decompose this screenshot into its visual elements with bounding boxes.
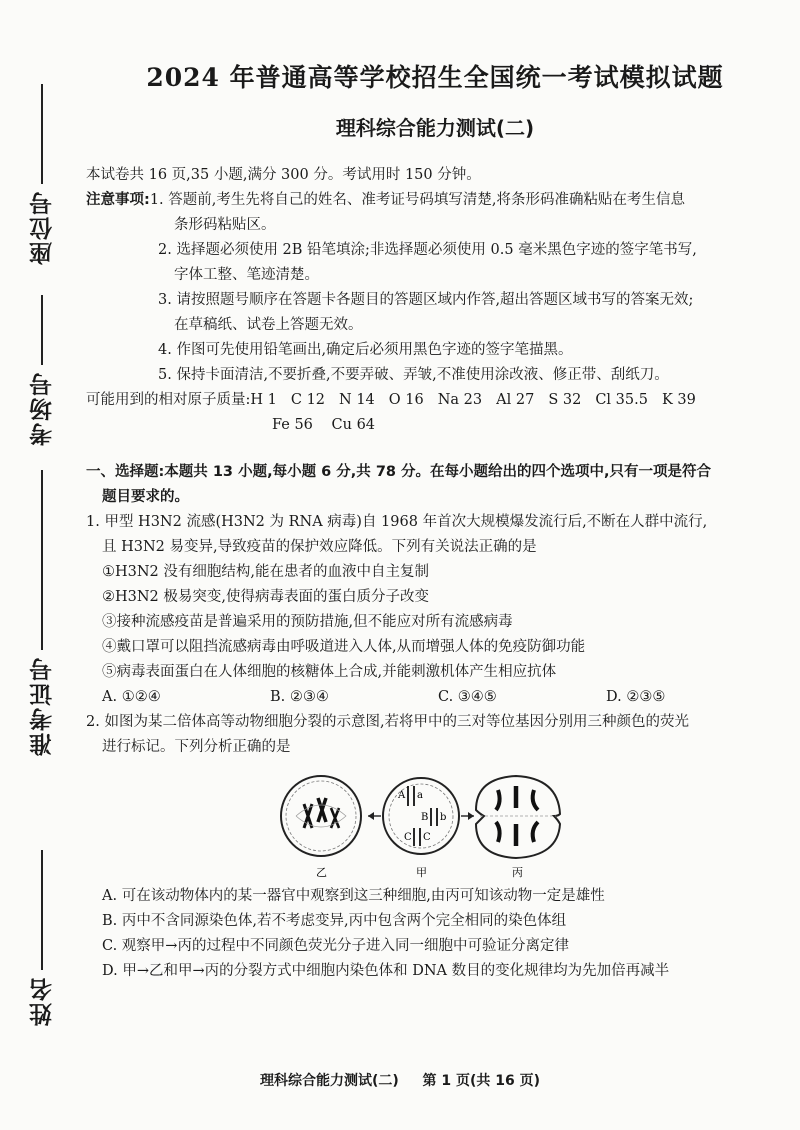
cell-jia bbox=[383, 778, 459, 854]
mass-na: Na 23 bbox=[437, 392, 483, 408]
note-5: 5. 保持卡面清洁,不要折叠,不要弄破、弄皱,不准使用涂改液、修正带、刮纸刀。 bbox=[158, 367, 669, 383]
q1-option-a[interactable]: A. ①②④ bbox=[102, 689, 161, 705]
label-yi: 乙 bbox=[316, 866, 327, 879]
question-1 bbox=[86, 510, 774, 710]
notes-block bbox=[86, 188, 774, 388]
intro-text: 本试卷共 16 页,35 小题,满分 300 分。考试用时 150 分钟。 bbox=[86, 167, 481, 183]
gene-label-c-1: C bbox=[404, 832, 412, 843]
mass-al: Al 27 bbox=[496, 392, 535, 408]
notes-label: 注意事项: bbox=[86, 192, 150, 208]
q1-statement-5: ⑤病毒表面蛋白在人体细胞的核糖体上合成,并能刺激机体产生相应抗体 bbox=[102, 664, 557, 680]
mass-k: K 39 bbox=[661, 392, 696, 408]
q1-option-c[interactable]: C. ③④⑤ bbox=[438, 689, 497, 705]
gene-label-c-2: C bbox=[423, 832, 431, 843]
exam-subtitle: 理科综合能力测试(二) bbox=[335, 116, 535, 140]
exam-room-field bbox=[20, 295, 64, 452]
ticket-number-label: 准考证号 bbox=[29, 656, 56, 756]
ticket-number-field bbox=[20, 470, 64, 762]
seat-number-field bbox=[20, 84, 64, 271]
footer-subject: 理科综合能力测试(二) bbox=[259, 1073, 399, 1089]
gene-label-b-lower: b bbox=[440, 812, 447, 823]
q1-option-b[interactable]: B. ②③④ bbox=[270, 689, 329, 705]
gene-label-a-upper: A bbox=[398, 790, 406, 801]
mass-cu: Cu 64 bbox=[331, 417, 376, 433]
cell-division-diagram bbox=[276, 764, 576, 884]
exam-title: 2024 年普通高等学校招生全国统一考试模拟试题 bbox=[146, 63, 724, 92]
name-field bbox=[20, 850, 64, 1032]
q1-statement-2: ②H3N2 极易突变,使得病毒表面的蛋白质分子改变 bbox=[102, 589, 429, 605]
atomic-masses-label: 可能用到的相对原子质量: bbox=[86, 392, 251, 408]
label-jia: 甲 bbox=[416, 866, 427, 879]
note-2-line-1: 2. 选择题必须使用 2B 铅笔填涂;非选择题必须使用 0.5 毫米黑色字迹的签字笔书写, bbox=[158, 242, 697, 258]
seat-number-label: 座位号 bbox=[29, 190, 56, 265]
q2-option-d[interactable]: D. 甲→乙和甲→丙的分裂方式中细胞内染色体和 DNA 数目的变化规律均为先加倍再减半 bbox=[102, 963, 670, 979]
q1-statement-3: ③接种流感疫苗是普遍采用的预防措施,但不能应对所有流感病毒 bbox=[102, 614, 513, 630]
q1-stem-line-2: 且 H3N2 易变异,导致疫苗的保护效应降低。下列有关说法正确的是 bbox=[102, 539, 537, 555]
note-2-line-2: 字体工整、笔迹清楚。 bbox=[174, 267, 319, 283]
section-1-heading bbox=[86, 460, 774, 510]
q1-option-d[interactable]: D. ②③⑤ bbox=[606, 689, 666, 705]
note-1-line-1: 1. 答题前,考生先将自己的姓名、准考证号码填写清楚,将条形码准确粘贴在考生信息 bbox=[149, 192, 685, 208]
q2-option-c[interactable]: C. 观察甲→丙的过程中不同颜色荧光分子进入同一细胞中可验证分离定律 bbox=[102, 938, 569, 954]
cell-yi bbox=[281, 776, 361, 856]
section-1-heading-line-2: 题目要求的。 bbox=[102, 489, 189, 505]
mass-h: H 1 bbox=[250, 392, 277, 408]
note-3-line-1: 3. 请按照题号顺序在答题卡各题目的答题区域内作答,超出答题区域书写的答案无效; bbox=[158, 292, 694, 308]
q1-statement-1: ①H3N2 没有细胞结构,能在患者的血液中自主复制 bbox=[102, 564, 429, 580]
mass-s: S 32 bbox=[548, 392, 582, 408]
atomic-masses bbox=[86, 388, 774, 438]
name-label: 姓名 bbox=[29, 976, 56, 1026]
exam-room-line bbox=[41, 295, 43, 365]
mass-n: N 14 bbox=[339, 392, 375, 408]
name-line bbox=[41, 850, 43, 970]
q1-statement-4: ④戴口罩可以阻挡流感病毒由呼吸道进入人体,从而增强人体的免疫防御功能 bbox=[102, 639, 586, 655]
seat-number-line bbox=[41, 84, 43, 184]
ticket-number-line bbox=[41, 470, 43, 650]
q1-stem-line-1: 1. 甲型 H3N2 流感(H3N2 为 RNA 病毒)自 1968 年首次大规模爆发流行后,不断在人群中流行, bbox=[86, 514, 708, 530]
page-footer bbox=[0, 1070, 800, 1090]
exam-content bbox=[86, 163, 774, 984]
q1-options bbox=[86, 685, 774, 710]
q2-stem-line-2: 进行标记。下列分析正确的是 bbox=[102, 739, 291, 755]
mass-fe: Fe 56 bbox=[272, 417, 313, 433]
q2-option-a[interactable]: A. 可在该动物体内的某一器官中观察到这三种细胞,由丙可知该动物一定是雄性 bbox=[102, 888, 605, 904]
note-1-line-2: 条形码粘贴区。 bbox=[174, 217, 276, 233]
section-1-heading-line-1: 一、选择题:本题共 13 小题,每小题 6 分,共 78 分。在每小题给出的四个选项中,只有一项是符合 bbox=[86, 464, 712, 480]
q2-stem-line-1: 2. 如图为某二倍体高等动物细胞分裂的示意图,若将甲中的三对等位基因分别用三种颜色的荧光 bbox=[86, 714, 690, 730]
cell-bing bbox=[476, 776, 560, 858]
question-2 bbox=[86, 710, 774, 984]
note-3-line-2: 在草稿纸、试卷上答题无效。 bbox=[174, 317, 363, 333]
gene-label-a-lower: a bbox=[417, 790, 423, 801]
note-4: 4. 作图可先使用铅笔画出,确定后必须用黑色字迹的签字笔描黑。 bbox=[158, 342, 573, 358]
mass-cl: Cl 35.5 bbox=[595, 392, 648, 408]
q2-option-b[interactable]: B. 丙中不含同源染色体,若不考虑变异,丙中包含两个完全相同的染色体组 bbox=[102, 913, 567, 929]
label-bing: 丙 bbox=[512, 866, 523, 879]
mass-c: C 12 bbox=[290, 392, 326, 408]
footer-page-number: 第 1 页(共 16 页) bbox=[422, 1073, 541, 1089]
cell-division-figure bbox=[86, 764, 774, 884]
mass-o: O 16 bbox=[388, 392, 424, 408]
gene-label-b-upper: B bbox=[421, 812, 429, 823]
exam-room-label: 考场号 bbox=[29, 371, 56, 446]
